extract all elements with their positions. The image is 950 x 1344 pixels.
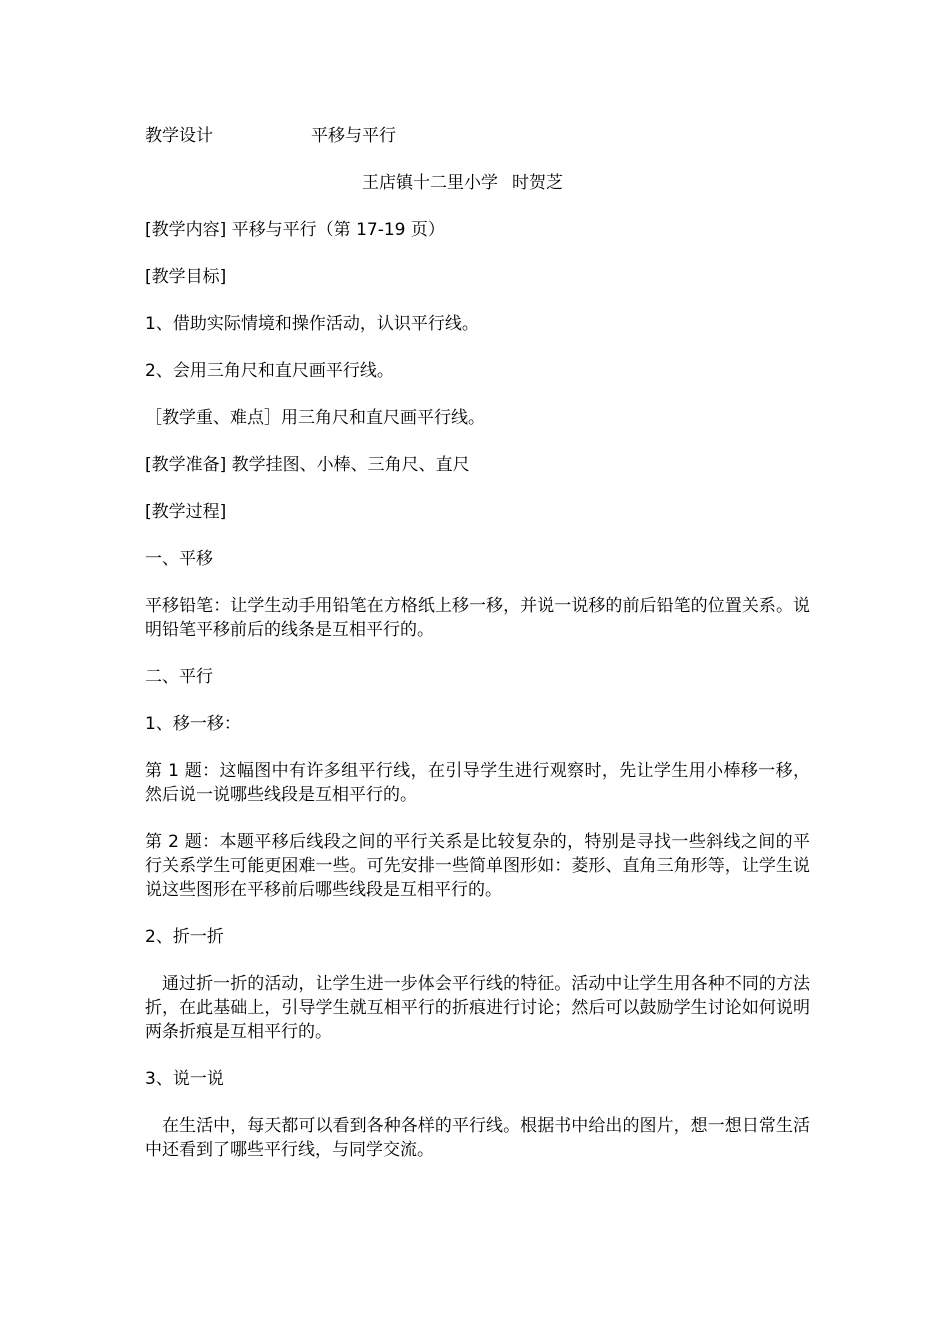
teaching-preparation: [教学准备] 教学挂图、小棒、三角尺、直尺 xyxy=(145,455,470,475)
title-row xyxy=(145,124,810,148)
subsection-fold-heading: 2、折一折 xyxy=(145,927,224,947)
talk-paragraph: 在生活中，每天都可以看到各种各样的平行线。根据书中给出的图片，想一想日常生活中还看到了哪些平行线，与同学交流。 xyxy=(145,1116,810,1160)
objectives-heading: [教学目标] xyxy=(145,267,227,287)
question-2-paragraph: 第 2 题：本题平移后线段之间的平行关系是比较复杂的，特别是寻找一些斜线之间的平行关系学生可能更困难一些。可先安排一些简单图形如：菱形、直角三角形等，让学生说说这些图形在平移前后哪些线段是互相平行的。 xyxy=(145,832,810,900)
doc-title: 平移与平行 xyxy=(311,126,396,146)
process-heading: [教学过程] xyxy=(145,502,227,522)
question-1-paragraph: 第 1 题：这幅图中有许多组平行线，在引导学生进行观察时，先让学生用小棒移一移，然后说一说哪些线段是互相平行的。 xyxy=(145,761,810,805)
fold-paragraph: 通过折一折的活动，让学生进一步体会平行线的特征。活动中让学生用各种不同的方法折，在此基础上，引导学生就互相平行的折痕进行讨论；然后可以鼓励学生讨论如何说明两条折痕是互相平行的。 xyxy=(145,974,810,1042)
subsection-move-heading: 1、移一移： xyxy=(145,714,241,734)
school-name: 王店镇十二里小学 xyxy=(362,173,498,193)
document-body xyxy=(145,124,810,1185)
section-translation-heading: 一、平移 xyxy=(145,549,213,569)
objective-1: 1、借助实际情境和操作活动，认识平行线。 xyxy=(145,314,479,334)
author-line xyxy=(145,171,810,195)
subsection-talk-heading: 3、说一说 xyxy=(145,1069,224,1089)
section-parallel-heading: 二、平行 xyxy=(145,667,213,687)
teaching-content: [教学内容] 平移与平行（第 17-19 页） xyxy=(145,220,445,240)
objective-2: 2、会用三角尺和直尺画平行线。 xyxy=(145,361,394,381)
key-difficulty: ［教学重、难点］用三角尺和直尺画平行线。 xyxy=(145,408,485,428)
author-name: 时贺芝 xyxy=(512,173,563,193)
doc-label: 教学设计 xyxy=(145,126,213,146)
translation-paragraph: 平移铅笔：让学生动手用铅笔在方格纸上移一移，并说一说移的前后铅笔的位置关系。说明铅笔平移前后的线条是互相平行的。 xyxy=(145,596,810,640)
